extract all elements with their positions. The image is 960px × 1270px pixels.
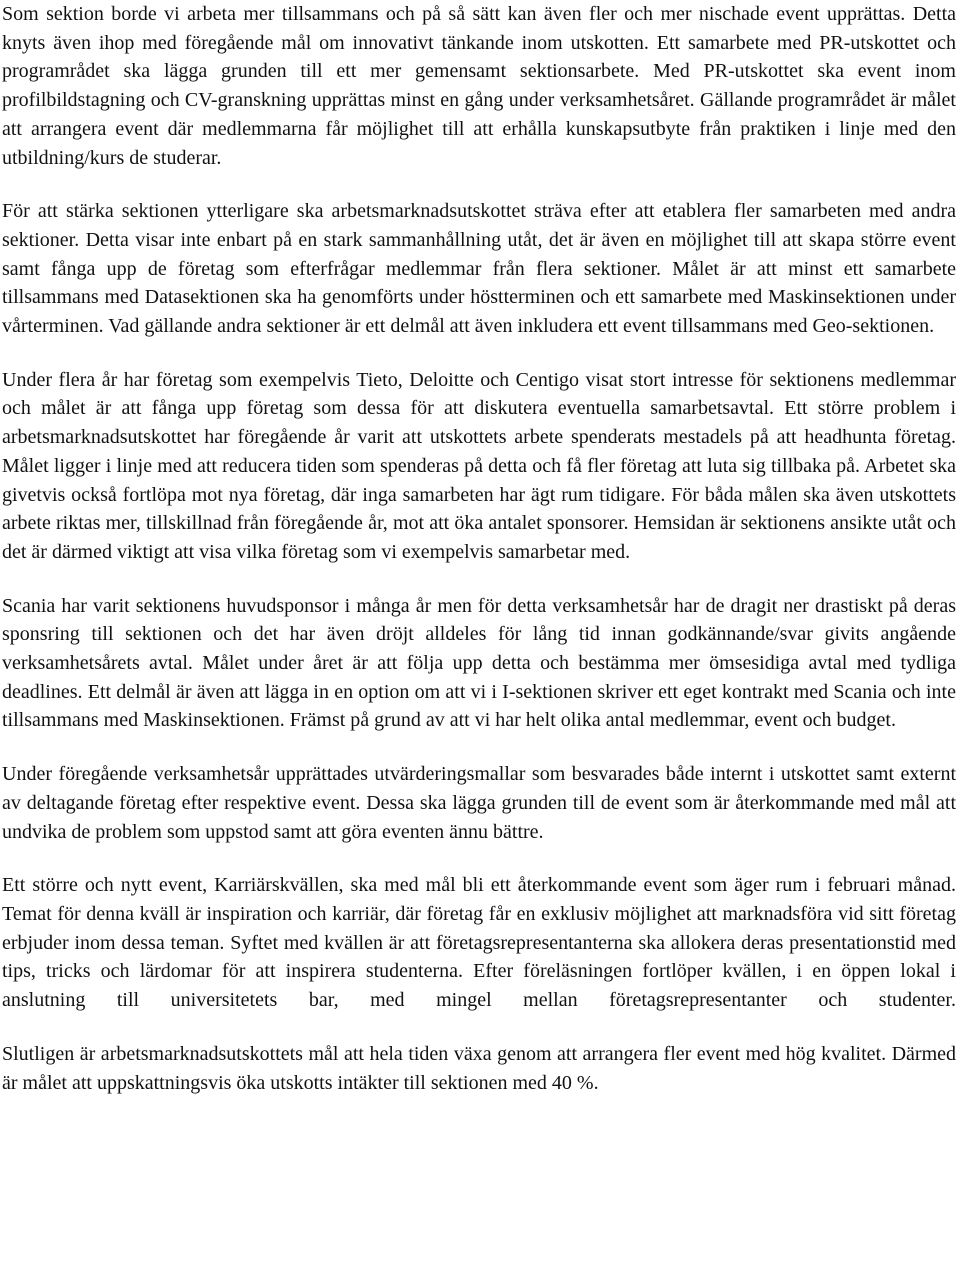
paragraph-scania-sponsorship: Scania har varit sektionens huvudsponsor i många år men för detta verksamhetsår har de dragit ner drastiskt på deras sponsring till sektionen och det har även dröjt alldeles för lång tid innan godkännande/svar givits angående verksamhetsårets avtal. Målet under året är att följa upp detta och bestämma mer ömsesidiga avtal med tydliga deadlines. Ett delmål är även att lägga in en option om att vi i I-sektionen skriver ett eget kontrakt med Scania och inte tillsammans med Maskinsektionen. Främst på grund av att vi har helt olika antal medlemmar, event och budget. <box>2 594 956 732</box>
paragraph-conclusion: Slutligen är arbetsmarknadsutskottets mål att hela tiden växa genom att arrangera fler event med hög kvalitet. Därmed är målet att uppskattningsvis öka utskotts intäkter till sektionen med 40 %. <box>2 1042 956 1094</box>
paragraph-collaboration-pr-program: Som sektion borde vi arbeta mer tillsammans och på så sätt kan även fler och mer nischade event upprättas. Detta knyts även ihop med föregående mål om innovativt tänkande inom utskotten. Ett samarbete med PR-utskottet och programrådet ska lägga grunden till ett mer gemensamt sektionsarbete. Med PR-utskottet ska event inom profilbildstagning och CV-granskning upprättas minst en gång under verksamhetsåret. Gällande programrådet är målet att arrangera event där medlemmarna får möjlighet till att erhålla kunskapsutbyte från praktiken i linje med den utbildning/kurs de studerar. <box>2 3 956 169</box>
paragraph-career-evening: Ett större och nytt event, Karriärskvällen, ska med mål bli ett återkommande event som äger rum i februari månad. Temat för denna kväll är inspiration och karriär, där företag får en exklusiv möjlighet att marknadsföra vid sitt företag erbjuder inom dessa teman. Syftet med kvällen är att företagsrepresentanterna ska allokera deras presentationstid med tips, tricks och lärdomar för att inspirera studenterna. Efter föreläsningen fortlöper kvällen, i en öppen lokal i anslutning till universitetets bar, med mingel mellan företagsrepresentanter och studenter. <box>2 874 956 1012</box>
paragraph-company-relations: Under flera år har företag som exempelvis Tieto, Deloitte och Centigo visat stort intresse för sektionens medlemmar och målet är att fånga upp företag som dessa för att diskutera eventuella samarbetsavtal. Ett större problem i arbetsmarknadsutskottet har föregående år varit att utskottets arbete spenderats mestadels på att headhunta företag. Målet ligger i linje med att reducera tiden som spenderas på detta och få fler företag att luta sig tillbaka på. Arbetet ska givetvis också fortlöpa mot nya företag, där inga samarbeten har ägt rum tidigare. För båda målen ska även utskottets arbete riktas mer, tillskillnad från föregående år, mot att öka antalet sponsorer. Hemsidan är sektionens ansikte utåt och det är därmed viktigt att visa vilka företag som vi exempelvis samarbetar med. <box>2 368 956 563</box>
paragraph-section-collaborations: För att stärka sektionen ytterligare ska arbetsmarknadsutskottet sträva efter att etablera fler samarbeten med andra sektioner. Detta visar inte enbart på en stark sammanhållning utåt, det är även en möjlighet till att skapa större event samt fånga upp de företag som efterfrågar medlemmar från flera sektioner. Målet är att minst ett samarbete tillsammans med Datasektionen ska ha genomförts under höstterminen och ett samarbete med Maskinsektionen under vårterminen. Vad gällande andra sektioner är ett delmål att även inkludera ett event tillsammans med Geo-sektionen. <box>2 200 956 338</box>
paragraph-evaluation-templates: Under föregående verksamhetsår upprättades utvärderingsmallar som besvarades både internt i utskottet samt externt av deltagande företag efter respektive event. Dessa ska lägga grunden till de event som är återkommande med mål att undvika de problem som uppstod samt att göra eventen ännu bättre. <box>2 763 956 843</box>
